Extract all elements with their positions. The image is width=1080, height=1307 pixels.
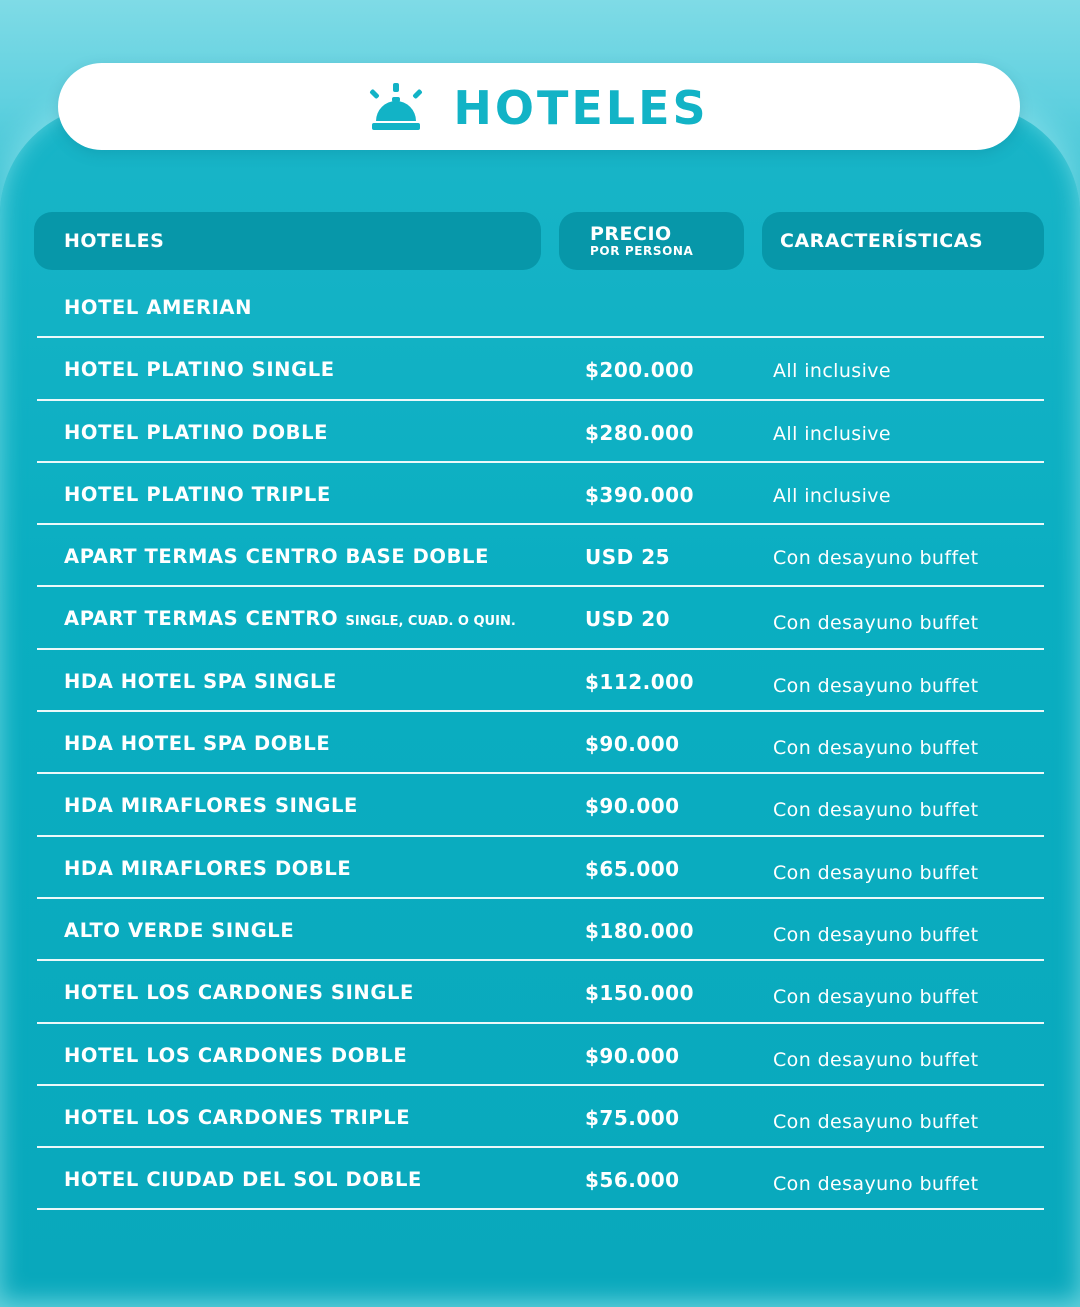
hotel-features: Con desayuno buffet	[773, 986, 979, 1009]
hotel-features: Con desayuno buffet	[773, 674, 979, 697]
hotel-name: HDA MIRAFLORES DOBLE	[64, 856, 352, 880]
hotel-price: USD 20	[585, 607, 671, 632]
column-header-features-label: CARACTERÍSTICAS	[780, 230, 984, 252]
column-header-price-sublabel: POR PERSONA	[590, 244, 694, 258]
reception-bell-icon	[369, 83, 423, 131]
hotel-features: Con desayuno buffet	[773, 612, 979, 635]
table-row	[37, 401, 1044, 463]
hotel-name: HOTEL LOS CARDONES SINGLE	[64, 981, 414, 1005]
hotel-features: Con desayuno buffet	[773, 1048, 979, 1071]
hotel-features: All inclusive	[773, 360, 891, 383]
hotel-price: $56.000	[585, 1168, 680, 1193]
title-banner	[58, 63, 1020, 150]
hotel-price: $75.000	[585, 1105, 680, 1130]
table-row	[37, 525, 1044, 587]
table-row	[37, 276, 1044, 338]
hotel-name: HOTEL AMERIAN	[64, 296, 253, 319]
hotel-name-detail: SINGLE, CUAD. O QUIN.	[345, 614, 516, 630]
hotel-features: Con desayuno buffet	[773, 1173, 979, 1196]
hotel-price: $150.000	[585, 981, 695, 1006]
column-header-price-label: PRECIO	[590, 223, 672, 245]
hotel-price: $90.000	[585, 1043, 680, 1068]
column-header-hotel-label: HOTELES	[64, 230, 165, 252]
table-row	[37, 1024, 1044, 1086]
hotel-name: HOTEL PLATINO TRIPLE	[64, 482, 331, 506]
page-title: HOTELES	[453, 80, 709, 135]
table-row	[37, 463, 1044, 525]
column-header-features	[762, 212, 1044, 270]
hotel-name: HOTEL PLATINO DOBLE	[64, 420, 329, 444]
table-row	[37, 650, 1044, 712]
table-row	[37, 774, 1044, 836]
hotel-name: HOTEL PLATINO SINGLE	[64, 358, 335, 382]
hotel-name: HDA HOTEL SPA DOBLE	[64, 732, 331, 756]
hotel-features: All inclusive	[773, 422, 891, 445]
hotel-name: HDA HOTEL SPA SINGLE	[64, 669, 337, 693]
table-row	[37, 338, 1044, 400]
hotel-price: $112.000	[585, 669, 695, 694]
hotel-features: Con desayuno buffet	[773, 547, 979, 570]
table-row	[37, 587, 1044, 649]
hotel-table	[37, 276, 1044, 1210]
hotel-name: APART TERMAS CENTRO SINGLE, CUAD. O QUIN.	[64, 607, 516, 631]
hotel-name: HDA MIRAFLORES SINGLE	[64, 794, 358, 818]
table-row	[37, 899, 1044, 961]
hotel-features: Con desayuno buffet	[773, 923, 979, 946]
hotel-price: $180.000	[585, 918, 695, 943]
hotel-features: All inclusive	[773, 484, 891, 507]
column-header-hotel	[34, 212, 541, 270]
table-row	[37, 837, 1044, 899]
hotel-features: Con desayuno buffet	[773, 1110, 979, 1133]
hotel-price: USD 25	[585, 545, 671, 570]
hotel-price: $90.000	[585, 794, 680, 819]
hotel-price: $200.000	[585, 358, 695, 383]
hotel-name: ALTO VERDE SINGLE	[64, 918, 295, 942]
hotel-name: HOTEL LOS CARDONES DOBLE	[64, 1043, 408, 1067]
table-row	[37, 1086, 1044, 1148]
table-row	[37, 961, 1044, 1023]
hotel-features: Con desayuno buffet	[773, 737, 979, 760]
hotel-price: $65.000	[585, 856, 680, 881]
hotel-price: $90.000	[585, 732, 680, 757]
hotel-name: HOTEL LOS CARDONES TRIPLE	[64, 1105, 411, 1129]
hotel-name: HOTEL CIUDAD DEL SOL DOBLE	[64, 1168, 422, 1192]
hotel-features: Con desayuno buffet	[773, 861, 979, 884]
table-row	[37, 712, 1044, 774]
hotel-name: APART TERMAS CENTRO BASE DOBLE	[64, 545, 489, 569]
column-header-price	[559, 212, 744, 270]
hotel-features: Con desayuno buffet	[773, 799, 979, 822]
hotel-price: $390.000	[585, 482, 695, 507]
hotel-price: $280.000	[585, 420, 695, 445]
table-row	[37, 1148, 1044, 1210]
